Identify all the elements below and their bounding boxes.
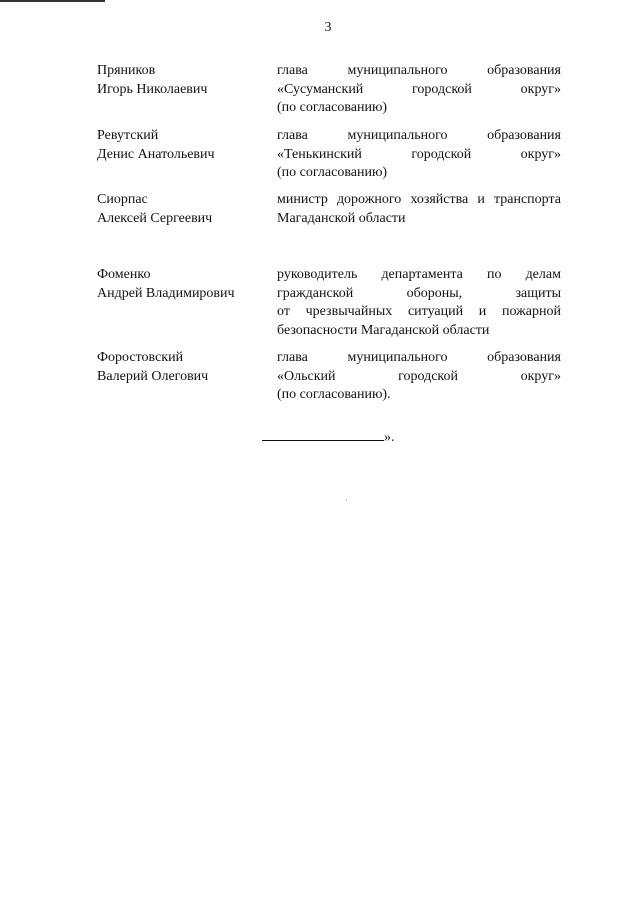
given-names: Валерий Олегович [97, 368, 209, 384]
role-line: (по согласованию) [277, 165, 388, 180]
corner-rule [0, 0, 105, 2]
role-word: «Сусуманский [277, 81, 364, 97]
person-name [97, 62, 272, 99]
role-word: обороны, [406, 285, 463, 301]
person-name [97, 266, 272, 303]
role-word: хозяйства [410, 192, 469, 207]
role-line [277, 349, 561, 368]
surname: Пряников [97, 63, 156, 78]
role-line [277, 266, 561, 285]
role-word: департамента [381, 267, 463, 282]
role-word: ситуаций [407, 304, 464, 319]
role-word: гражданской [277, 285, 354, 301]
person-name [97, 127, 272, 164]
role-word: муниципального [347, 128, 448, 143]
role-line: (по согласованию). [277, 387, 391, 402]
role-line: безопасности Магаданской области [277, 322, 490, 338]
role-word: глава [277, 63, 308, 78]
position-description [277, 127, 561, 183]
role-word: пожарной [501, 304, 561, 319]
role-line [277, 81, 561, 100]
role-word: и [478, 304, 487, 319]
surname: Форостовский [97, 350, 184, 365]
role-word: и [477, 192, 485, 207]
role-word: делам [525, 267, 561, 282]
role-word: образования [487, 63, 561, 78]
role-word: образования [487, 350, 561, 365]
role-word: по [486, 267, 502, 282]
role-word: чрезвычайных [305, 304, 393, 319]
role-word: городской [411, 146, 472, 162]
person-name [97, 349, 272, 386]
role-word: защиты [515, 285, 561, 301]
role-word: округ» [520, 146, 561, 162]
role-line [277, 303, 561, 322]
role-line: Магаданской области [277, 210, 406, 226]
position-description [277, 191, 561, 228]
role-line [277, 368, 561, 387]
scan-speck [346, 500, 347, 501]
role-word: образования [487, 128, 561, 143]
position-description [277, 266, 561, 340]
surname: Сиорпас [97, 192, 148, 207]
role-word: округ» [520, 368, 561, 384]
page-number: 3 [324, 20, 332, 35]
closing-line [262, 427, 395, 447]
role-line [277, 62, 561, 81]
role-word: транспорта [493, 192, 561, 207]
role-word: городской [398, 368, 459, 384]
role-line: (по согласованию) [277, 100, 388, 115]
surname: Фоменко [97, 267, 151, 282]
role-word: муниципального [347, 350, 448, 365]
role-word: городской [412, 81, 472, 97]
role-word: министр [277, 192, 328, 207]
surname: Ревутский [97, 128, 159, 143]
role-word: округ» [520, 81, 561, 97]
role-word: «Ольский [277, 368, 336, 384]
position-description [277, 349, 561, 405]
role-word: руководитель [277, 267, 358, 282]
position-description [277, 62, 561, 118]
role-word: муниципального [347, 63, 448, 78]
person-name [97, 191, 272, 228]
given-names: Алексей Сергеевич [97, 210, 213, 226]
role-line [277, 146, 561, 165]
role-word: «Тенькинский [277, 146, 362, 162]
role-line [277, 191, 561, 210]
role-word: от [277, 304, 290, 319]
role-word: глава [277, 128, 308, 143]
role-line [277, 285, 561, 304]
given-names: Андрей Владимирович [97, 285, 235, 301]
closing-quote: ». [384, 430, 395, 445]
given-names: Денис Анатольевич [97, 146, 215, 162]
role-line [277, 127, 561, 146]
role-word: глава [277, 350, 308, 365]
blank-underline [262, 427, 384, 441]
given-names: Игорь Николаевич [97, 81, 208, 97]
role-word: дорожного [336, 192, 402, 207]
